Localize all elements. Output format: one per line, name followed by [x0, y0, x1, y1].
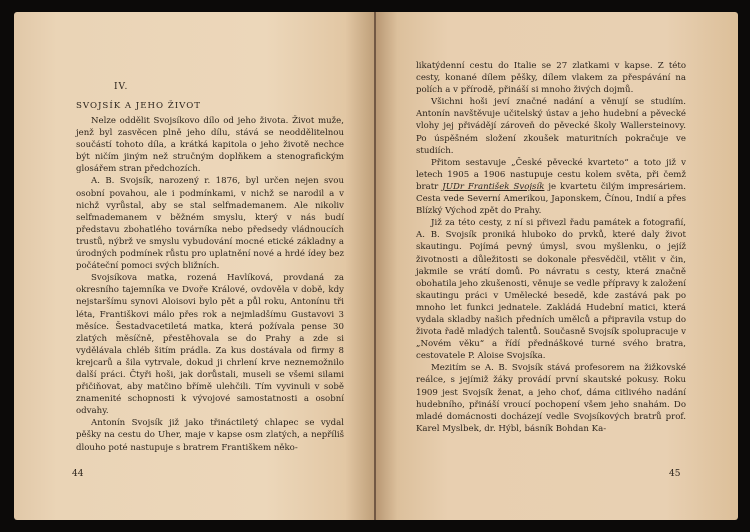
paragraph: Již za této cesty, z ní si přivezl řadu památek a fotografií, A. B. Svojsík proniká hluboko do prvků, které daly život skautingu. Pojímá pevný úmysl, svou myšlenku, o jejíž životnosti a důležitosti se dokonale přesvědčil, vtělit v čin, jakmile se vrátí domů. Po návratu s cesty, která značně obohatila jeho zkušenosti, věnuje se vedle přípravy k založení skautingu práci v Umělecké besedě, kde zastává pak po mnoho let funkci jednatele. Zakládá Hudební matici, která vydala skladby našich předních umělců a připravila vstup do života řadě mladých talentů. Současně Svojsík spolupracuje v „Novém věku“ a řídí přednáškové turné svého bratra, cestovatele P. Aloise Svojsíka.: [416, 218, 686, 362]
right-text-column: [416, 60, 686, 435]
underlined-name: JUDr František Svojsík: [442, 181, 545, 192]
chapter-title: SVOJSÍK A JEHO ŽIVOT: [76, 101, 201, 111]
paragraph: Mezitím se A. B. Svojsík stává profesorem na žižkovské reálce, s jejímiž žáky provádí první skautské pokusy. Roku 1909 jest Svojsík ženat, a jeho choť, dáma citlivého nadání hudebního, přináší vroucí pochopení všem jeho snahám. Do mladé domácnosti docházejí vedle Svojsíkových bratrů prof. Karel Myslbek, dr. Hýbl, básník Bohdan Ka-: [416, 363, 686, 434]
paragraph-text: je kvartetu čilým impresáriem. Cesta vede Severní Amerikou, Japonskem, Čínou, Indií a přes Blízký Východ zpět do Prahy.: [416, 181, 687, 217]
paragraph: [416, 157, 686, 217]
paragraph: Všichni hoši jeví značné nadání a věnují se studiím. Antonín navštěvuje učitelský ústav a jeho hudební a pěvecké vlohy jej přivádějí zároveň do pěvecké školy Wallersteinovy. Po úspěšném složení zkoušek maturitních pokračuje ve studiích.: [416, 97, 686, 156]
left-page: [14, 12, 374, 520]
page-number: 45: [669, 469, 681, 479]
page-number: 44: [72, 469, 84, 479]
paragraph: Antonín Svojsík již jako třináctiletý chlapec se vydal pěšky na cestu do Uher, maje v kapse osm zlatých, a nepříliš dlouho poté nastupuje s bratrem Františkem něko-: [76, 418, 344, 453]
paragraph: Svojsíkova matka, rozená Havlíková, provdaná za okresního tajemníka ve Dvoře Králové, ovdověla v době, kdy nejstaršímu synovi Aloisovi bylo pět a půl roku, Antonínu tři léta, Františkovi málo přes rok a nejmladšímu Gustavovi 3 měsíce. Šestadvacetiletá matka, která požívala pense 30 zlatých měsíčně, přestěhovala se do Prahy a zde si vydělávala chléb šitím prádla. Za kus dostávala od firmy 8 krejcarů a šila vytrvale, dokud ji chrlení krve neznemožnilo další práci. Čtyři hoši, jak dorůstali, museli se všemi silami přičiňovat, aby matčino břímě ulehčili. Tím vyvinuli v sobě znamenité schopnosti k vývojové samostatnosti a osobní odvahy.: [76, 273, 344, 417]
paragraph: A. B. Svojsík, narozený r. 1876, byl určen nejen svou osobní povahou, ale i podmínkami, v nichž se narodil a v nichž vyrůstal, aby se stal selfmademanem. Ale nikoliv selfmademanem v běžném smyslu, který v nás budí představu zbohatlého továrníka nebo předsedy vládnoucích trustů, nýbrž ve smyslu vybudování mocné etické základny a úrodných podmínek růstu pro uplatnění nové a hrdé ídey bez počáteční pomoci svých bližních.: [76, 176, 344, 272]
chapter-number: IV.: [114, 82, 129, 92]
paragraph: Nelze oddělit Svojsíkovo dílo od jeho života. Život muže, jenž byl zasvěcen plně jeho dílu, stává se neoddělitelnou součástí tohoto díla, a krátká kapitola o jeho životě nechce být ničím jiným než stručným doplňkem a stenografickým glosářem stran předchozích.: [76, 116, 344, 175]
left-text-column: [76, 115, 344, 454]
paragraph-text: Přitom sestavuje „České pěvecké kvarteto“ a toto již v letech 1905 a 1906 nastupuje cestu kolem světa, při čemž bratr: [416, 157, 686, 192]
right-page: [376, 12, 738, 520]
paragraph: likatýdenní cestu do Italie se 27 zlatkami v kapse. Z této cesty, konané dílem pěšky, dílem vlakem za přespávání na polích a v přírodě, přináší si mnoho živých dojmů.: [416, 61, 686, 96]
